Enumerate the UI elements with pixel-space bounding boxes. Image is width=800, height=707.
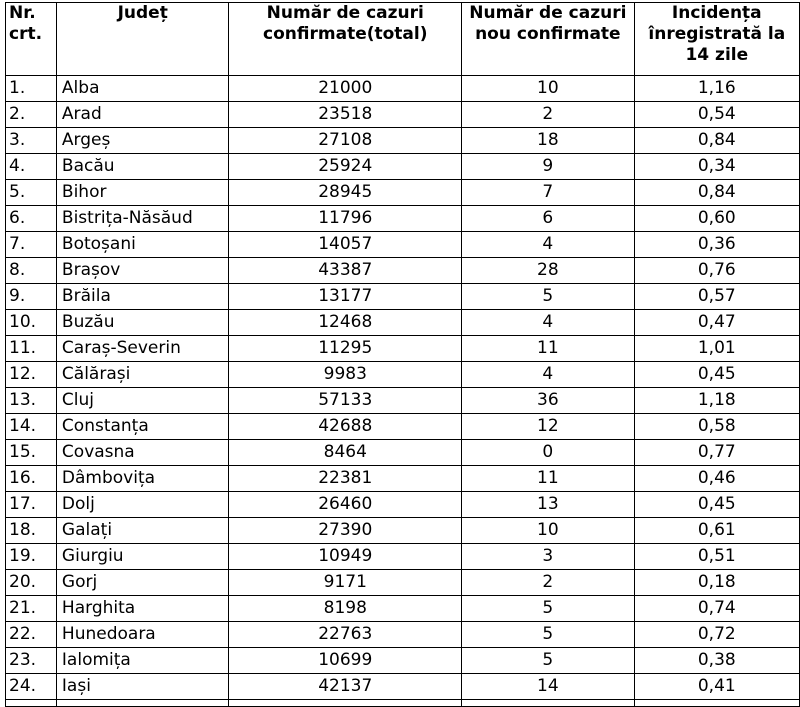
- cell-judet: Arad: [56, 102, 229, 128]
- cell-nr-crt: 16.: [6, 466, 57, 492]
- cell-total-cases: 10699: [229, 648, 462, 674]
- cell-new-cases: 3: [462, 544, 635, 570]
- cell-new-cases: 4: [462, 310, 635, 336]
- cell-incidence: 1,16: [634, 76, 799, 102]
- cell-nr-crt: 14.: [6, 414, 57, 440]
- table-row: [6, 180, 800, 206]
- table-row: [6, 128, 800, 154]
- cell-total-cases: 27390: [229, 518, 462, 544]
- cell-total-cases: 25924: [229, 154, 462, 180]
- cell-new-cases: 28: [462, 258, 635, 284]
- table-row: [6, 440, 800, 466]
- cell-judet: Alba: [56, 76, 229, 102]
- cell-incidence: 0,51: [634, 544, 799, 570]
- cell-incidence: 0,77: [634, 440, 799, 466]
- cell-new-cases: 2: [462, 570, 635, 596]
- cell-incidence: 0,46: [634, 466, 799, 492]
- cell-judet: Dâmbovița: [56, 466, 229, 492]
- cell-total-cases: 12468: [229, 310, 462, 336]
- cell-new-cases: 10: [462, 518, 635, 544]
- cell-new-cases: 11: [462, 466, 635, 492]
- cell-incidence: 0,45: [634, 362, 799, 388]
- cell-incidence: 0,58: [634, 414, 799, 440]
- cell-total-cases: 11796: [229, 206, 462, 232]
- covid-cases-table: [5, 2, 800, 707]
- cell-total-cases: 14057: [229, 232, 462, 258]
- cell-judet: Constanța: [56, 414, 229, 440]
- cell-nr-crt: 22.: [6, 622, 57, 648]
- table-row: [6, 596, 800, 622]
- cell-total-cases: 11295: [229, 336, 462, 362]
- cell-nr-crt: 1.: [6, 76, 57, 102]
- table-header: [6, 3, 800, 76]
- cell-new-cases: 36: [462, 388, 635, 414]
- cell-incidence: 0,38: [634, 648, 799, 674]
- cell-incidence: 1,18: [634, 388, 799, 414]
- cell-new-cases: 12: [462, 414, 635, 440]
- cell-total-cases: 28945: [229, 180, 462, 206]
- cell-nr-crt: 8.: [6, 258, 57, 284]
- table-row: [6, 154, 800, 180]
- cell-new-cases: 9: [462, 154, 635, 180]
- cell-judet: Argeș: [56, 128, 229, 154]
- cell-total-cases: 22763: [229, 622, 462, 648]
- cell-new-cases: 10: [462, 76, 635, 102]
- cell-judet: Dolj: [56, 492, 229, 518]
- header-nr-crt: Nr. crt.: [6, 3, 57, 76]
- table-row: [6, 388, 800, 414]
- cell-nr-crt: 3.: [6, 128, 57, 154]
- cell-judet: Cluj: [56, 388, 229, 414]
- cell-nr-crt: 20.: [6, 570, 57, 596]
- cell-new-cases: 5: [462, 622, 635, 648]
- cell-incidence: 0,61: [634, 518, 799, 544]
- cell-new-cases: 18: [462, 128, 635, 154]
- table-row: [6, 544, 800, 570]
- cell-new-cases: 14: [462, 674, 635, 700]
- table-row: [6, 622, 800, 648]
- table-row: [6, 362, 800, 388]
- table-row: [6, 336, 800, 362]
- cell-total-cases: 42137: [229, 674, 462, 700]
- cell-empty: [229, 700, 462, 707]
- cell-nr-crt: 7.: [6, 232, 57, 258]
- cell-total-cases: 9983: [229, 362, 462, 388]
- cell-nr-crt: 5.: [6, 180, 57, 206]
- cell-total-cases: 22381: [229, 466, 462, 492]
- cell-empty: [634, 700, 799, 707]
- cell-total-cases: 13177: [229, 284, 462, 310]
- cell-new-cases: 4: [462, 232, 635, 258]
- cell-judet: Galați: [56, 518, 229, 544]
- table-row: [6, 570, 800, 596]
- cell-nr-crt: 23.: [6, 648, 57, 674]
- cell-nr-crt: 4.: [6, 154, 57, 180]
- header-incidence: Incidența înregistrată la 14 zile: [634, 3, 799, 76]
- cell-total-cases: 27108: [229, 128, 462, 154]
- cell-nr-crt: 2.: [6, 102, 57, 128]
- cell-judet: Buzău: [56, 310, 229, 336]
- cell-judet: Giurgiu: [56, 544, 229, 570]
- cell-incidence: 0,72: [634, 622, 799, 648]
- cell-total-cases: 21000: [229, 76, 462, 102]
- cell-judet: Harghita: [56, 596, 229, 622]
- table-row: [6, 518, 800, 544]
- cell-incidence: 1,01: [634, 336, 799, 362]
- table-row-partial: [6, 700, 800, 707]
- cell-incidence: 0,47: [634, 310, 799, 336]
- cell-total-cases: 23518: [229, 102, 462, 128]
- cell-total-cases: 8464: [229, 440, 462, 466]
- cell-incidence: 0,74: [634, 596, 799, 622]
- table-row: [6, 492, 800, 518]
- cell-incidence: 0,18: [634, 570, 799, 596]
- cell-incidence: 0,54: [634, 102, 799, 128]
- table-row: [6, 284, 800, 310]
- cell-new-cases: 2: [462, 102, 635, 128]
- table-row: [6, 466, 800, 492]
- cell-judet: Iași: [56, 674, 229, 700]
- cell-judet: Brăila: [56, 284, 229, 310]
- cell-nr-crt: 11.: [6, 336, 57, 362]
- table-row: [6, 648, 800, 674]
- cell-nr-crt: 18.: [6, 518, 57, 544]
- cell-total-cases: 10949: [229, 544, 462, 570]
- cell-incidence: 0,41: [634, 674, 799, 700]
- cell-judet: Hunedoara: [56, 622, 229, 648]
- header-total-cases: Număr de cazuri confirmate(total): [229, 3, 462, 76]
- cell-new-cases: 7: [462, 180, 635, 206]
- cell-judet: Botoșani: [56, 232, 229, 258]
- header-new-cases: Număr de cazuri nou confirmate: [462, 3, 635, 76]
- cell-nr-crt: 24.: [6, 674, 57, 700]
- cell-incidence: 0,84: [634, 180, 799, 206]
- cell-nr-crt: 9.: [6, 284, 57, 310]
- table-row: [6, 102, 800, 128]
- cell-total-cases: 43387: [229, 258, 462, 284]
- cell-nr-crt: 6.: [6, 206, 57, 232]
- cell-judet: Bacău: [56, 154, 229, 180]
- cell-incidence: 0,57: [634, 284, 799, 310]
- cell-judet: Caraș-Severin: [56, 336, 229, 362]
- cell-judet: Bistrița-Năsăud: [56, 206, 229, 232]
- cell-total-cases: 57133: [229, 388, 462, 414]
- cell-empty: [6, 700, 57, 707]
- cell-total-cases: 8198: [229, 596, 462, 622]
- cell-new-cases: 4: [462, 362, 635, 388]
- cell-total-cases: 26460: [229, 492, 462, 518]
- cell-new-cases: 6: [462, 206, 635, 232]
- cell-incidence: 0,60: [634, 206, 799, 232]
- cell-empty: [56, 700, 229, 707]
- cell-judet: Gorj: [56, 570, 229, 596]
- cell-incidence: 0,36: [634, 232, 799, 258]
- cell-nr-crt: 19.: [6, 544, 57, 570]
- cell-judet: Brașov: [56, 258, 229, 284]
- cell-judet: Covasna: [56, 440, 229, 466]
- cell-new-cases: 5: [462, 648, 635, 674]
- header-row: [6, 3, 800, 76]
- cell-judet: Bihor: [56, 180, 229, 206]
- table-row: [6, 258, 800, 284]
- cell-new-cases: 5: [462, 596, 635, 622]
- cell-nr-crt: 21.: [6, 596, 57, 622]
- cell-judet: Călărași: [56, 362, 229, 388]
- cell-nr-crt: 13.: [6, 388, 57, 414]
- cell-incidence: 0,84: [634, 128, 799, 154]
- cell-nr-crt: 10.: [6, 310, 57, 336]
- cell-incidence: 0,45: [634, 492, 799, 518]
- table-row: [6, 206, 800, 232]
- cell-total-cases: 42688: [229, 414, 462, 440]
- cell-incidence: 0,76: [634, 258, 799, 284]
- cell-judet: Ialomița: [56, 648, 229, 674]
- cell-nr-crt: 12.: [6, 362, 57, 388]
- table-row: [6, 414, 800, 440]
- cell-empty: [462, 700, 635, 707]
- cell-nr-crt: 17.: [6, 492, 57, 518]
- cell-new-cases: 5: [462, 284, 635, 310]
- cell-total-cases: 9171: [229, 570, 462, 596]
- table-row: [6, 76, 800, 102]
- table-row: [6, 232, 800, 258]
- table-row: [6, 310, 800, 336]
- cell-new-cases: 13: [462, 492, 635, 518]
- table-body: [6, 76, 800, 707]
- cell-new-cases: 0: [462, 440, 635, 466]
- cell-nr-crt: 15.: [6, 440, 57, 466]
- cell-new-cases: 11: [462, 336, 635, 362]
- cell-incidence: 0,34: [634, 154, 799, 180]
- table-row: [6, 674, 800, 700]
- header-judet: Județ: [56, 3, 229, 76]
